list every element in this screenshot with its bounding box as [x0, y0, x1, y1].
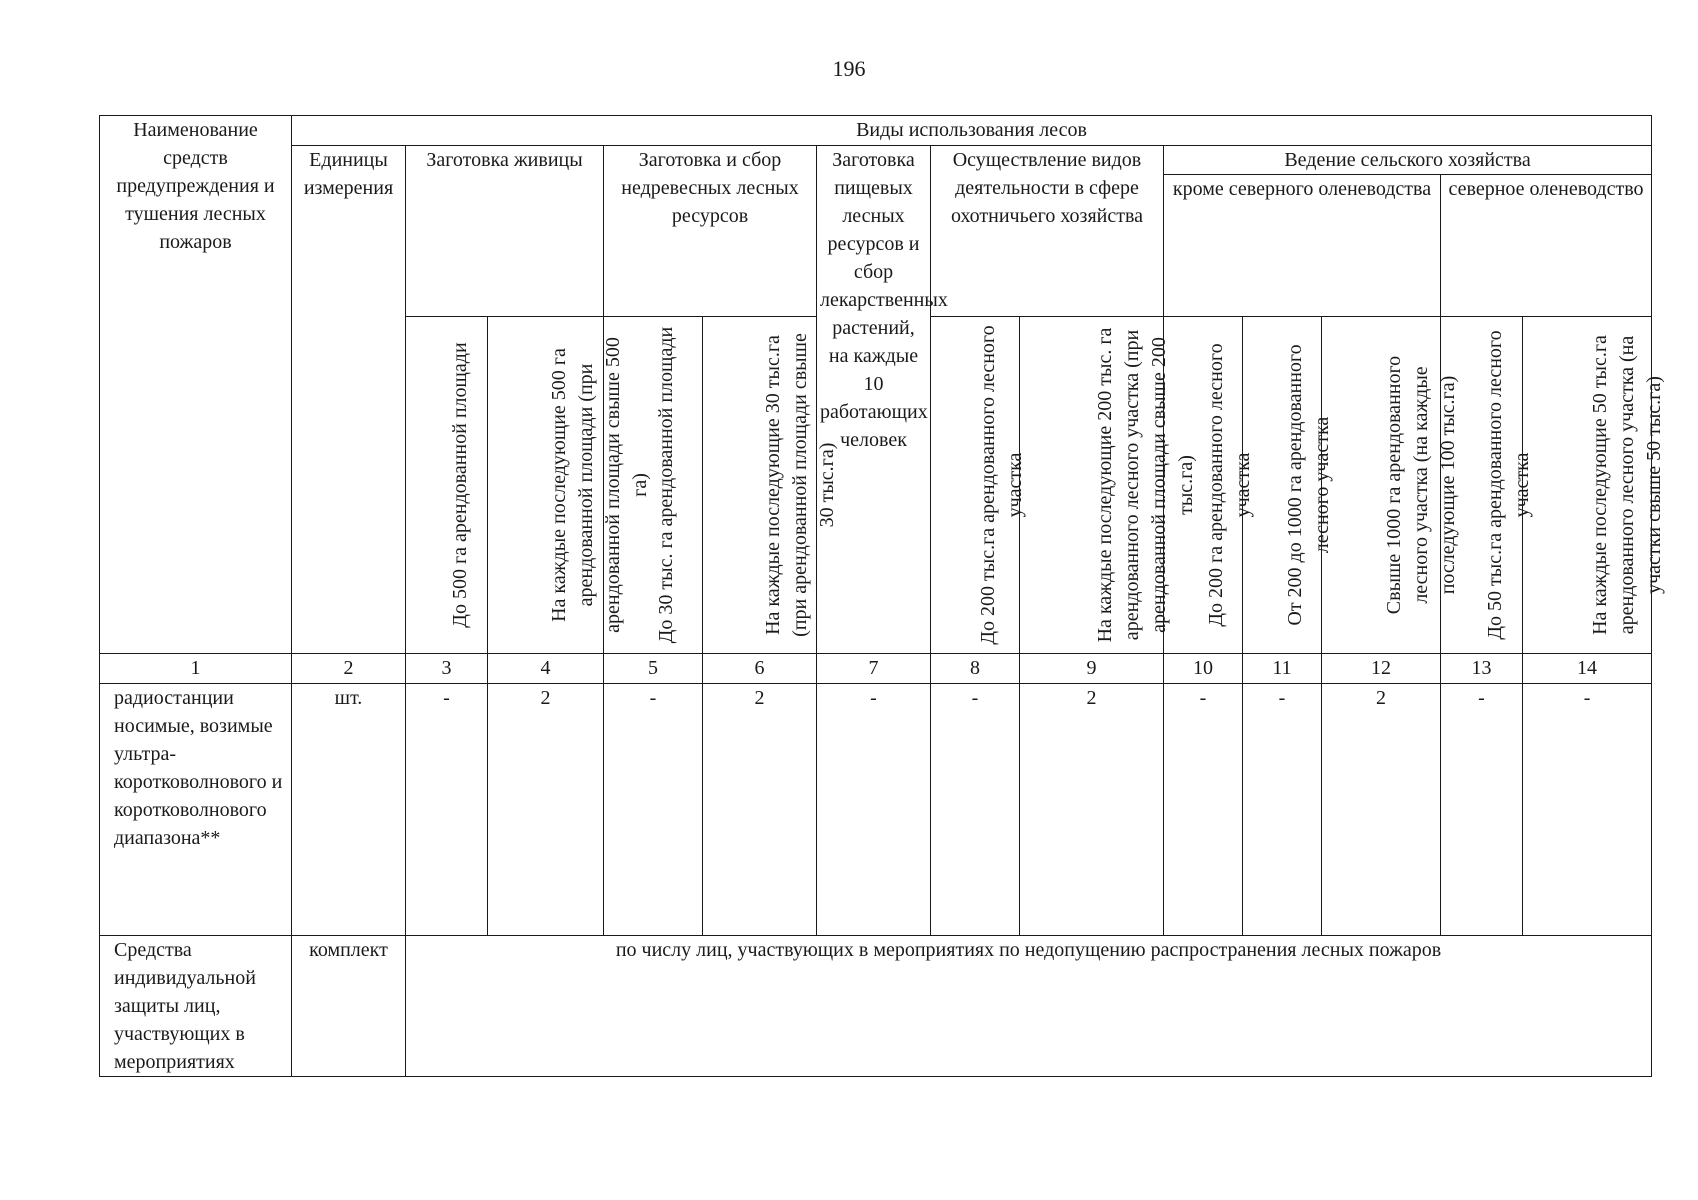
subheader-col-8: [931, 317, 1026, 654]
column-number: 5: [604, 654, 703, 684]
column-number: 12: [1322, 654, 1441, 684]
subheader-col-3: [406, 317, 488, 654]
subheader-col-8-text: До 200 тыс.га арендованного лесного участка: [977, 325, 1026, 645]
header-name: Наименование средств предупреждения и тушения лесных пожаров: [100, 116, 292, 654]
column-number: 8: [931, 654, 1020, 684]
subheader-col-6: [703, 317, 838, 654]
cell-value: -: [817, 684, 931, 936]
column-number-row: [100, 654, 1652, 684]
column-number: 6: [703, 654, 817, 684]
cell-value: 2: [703, 684, 817, 936]
column-number: 1: [100, 654, 292, 684]
column-number: 11: [1243, 654, 1322, 684]
cell-value: -: [1441, 684, 1523, 936]
header-forest-use-types: Виды использования лесов: [292, 116, 1652, 146]
header-agri-north: северное оленеводство: [1441, 175, 1652, 317]
subheader-col-13: [1441, 317, 1533, 654]
subheader-col-3-text: До 500 га арендованной площади: [448, 342, 471, 628]
page-number: 196: [832, 56, 866, 81]
table-row: [100, 684, 1652, 936]
table-row: [100, 936, 1652, 1077]
subheader-col-12: [1322, 317, 1459, 654]
cell-value: 2: [488, 684, 604, 936]
column-number: 4: [488, 654, 604, 684]
header-agri-nonnorth: кроме северного оленеводства: [1164, 175, 1441, 317]
subheader-col-10: [1164, 317, 1254, 654]
forest-fire-equipment-table: [99, 115, 1666, 1077]
header-resin: Заготовка живицы: [406, 146, 604, 317]
subheader-col-5-text: До 30 тыс. га арендованной площади: [655, 326, 677, 644]
row-name-radio: радиостанции носимые, возимые ультра-коротковолнового и коротковолнового диапазона**: [100, 684, 292, 936]
cell-value: 2: [1020, 684, 1164, 936]
row-span-text: по числу лиц, участвующих в мероприятиях по недопущению распространения лесных пожаров: [406, 936, 1652, 1077]
subheader-col-11: [1243, 317, 1333, 654]
subheader-col-5: [604, 317, 703, 654]
subheader-col-14-text: На каждые последующие 50 тыс.га арендованного лесного участка (на участки свыше 50 тыс.га): [1589, 335, 1666, 635]
subheader-col-13-text: До 50 тыс.га арендованного лесного участка: [1483, 330, 1533, 640]
subheader-col-11-text: От 200 до 1000 га арендованного лесного участка: [1284, 344, 1333, 626]
cell-value: -: [604, 684, 703, 936]
header-hunting: Осуществление видов деятельности в сфере охотничьего хозяйства: [931, 146, 1164, 317]
subheader-col-9-text: На каждые последующие 200 тыс. га арендованного лесного участка (при арендованной площади свыше 200 тыс.га): [1093, 327, 1197, 643]
subheader-col-9: [1020, 317, 1197, 654]
cell-value: -: [931, 684, 1020, 936]
subheader-col-4: [488, 317, 651, 654]
column-number: 14: [1523, 654, 1652, 684]
header-agriculture: Ведение сельского хозяйства: [1164, 146, 1652, 175]
column-number: 2: [292, 654, 406, 684]
row-name-protective-equipment: Средства индивидуальной защиты лиц, участвующих в мероприятиях: [100, 936, 292, 1077]
column-number: 9: [1020, 654, 1164, 684]
cell-value: 2: [1322, 684, 1441, 936]
cell-value: -: [406, 684, 488, 936]
cell-value: -: [1523, 684, 1652, 936]
subheader-col-12-text: Свыше 1000 га арендованного лесного участка (на каждые последующие 100 тыс.га): [1383, 355, 1459, 615]
header-nonwood: Заготовка и сбор недревесных лесных ресурсов: [604, 146, 817, 317]
subheader-col-14: [1523, 317, 1666, 654]
row-unit: шт.: [292, 684, 406, 936]
subheader-col-4-text: На каждые последующие 500 га арендованной площади (при арендованной площади свыше 500 га): [547, 337, 651, 633]
column-number: 7: [817, 654, 931, 684]
header-unit: Единицы измерения: [292, 146, 406, 654]
cell-value: -: [1243, 684, 1322, 936]
subheader-col-6-text: На каждые последующие 30 тыс.га (при арендованной площади свыше 30 тыс.га): [761, 333, 838, 637]
row-unit: комплект: [292, 936, 406, 1077]
header-food-resources: Заготовка пищевых лесных ресурсов и сбор лекарственных растений, на каждые 10 работающих человек: [817, 146, 931, 654]
column-number: 3: [406, 654, 488, 684]
subheader-col-10-text: До 200 га арендованного лесного участка: [1205, 343, 1254, 627]
cell-value: -: [1164, 684, 1243, 936]
column-number: 10: [1164, 654, 1243, 684]
column-number: 13: [1441, 654, 1523, 684]
